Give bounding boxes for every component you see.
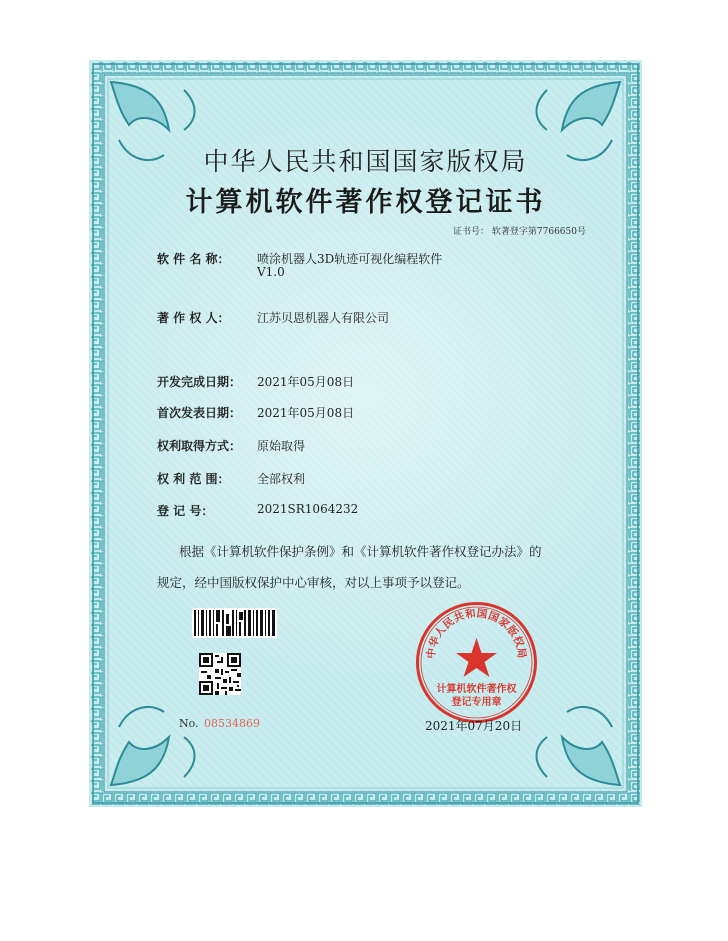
star-icon	[456, 638, 497, 677]
acquisition-method-value: 原始取得	[257, 439, 306, 453]
rights-scope-label: 权 利 范 围：	[157, 472, 230, 486]
serial-number-value: 08534869	[204, 717, 260, 730]
registration-number-value: 2021SR1064232	[257, 502, 359, 516]
certificate-title: 计算机软件著作权登记证书	[185, 187, 546, 218]
completion-date-value: 2021年05月08日	[257, 375, 355, 389]
seal-line-2: 登记专用章	[451, 697, 502, 708]
publish-date-value: 2021年05月08日	[257, 406, 355, 420]
certificate	[89, 60, 642, 807]
software-version-value: V1.0	[257, 265, 285, 279]
seal-arc-text: 中华人民共和国国家版权局	[426, 608, 527, 660]
rights-scope-value: 全部权利	[257, 472, 306, 486]
certificate-number-value: 软著登字第7766650号	[491, 227, 586, 237]
qr-code-icon	[199, 653, 241, 695]
legal-basis-text-continued: 规定，经中国版权保护中心审核，对以上事项予以登记。	[157, 575, 470, 590]
copyright-owner-label: 著 作 权 人：	[157, 311, 230, 325]
certificate-number	[453, 224, 586, 237]
issuer-title: 中华人民共和国国家版权局	[203, 147, 528, 176]
software-name-label: 软 件 名 称：	[157, 252, 230, 266]
official-seal	[414, 600, 539, 725]
legal-basis-text: 根据《计算机软件保护条例》和《计算机软件著作权登记办法》的	[179, 544, 542, 559]
barcode-icon	[192, 608, 277, 638]
serial-number-label: No.	[179, 717, 199, 730]
software-name-value: 喷涂机器人3D轨迹可视化编程软件	[257, 252, 443, 266]
completion-date-label: 开发完成日期：	[157, 375, 242, 389]
seal-line-1: 计算机软件著作权	[436, 684, 517, 695]
acquisition-method-label: 权利取得方式：	[157, 439, 242, 453]
issue-date: 2021年07月20日	[425, 719, 523, 733]
certificate-number-label: 证书号：	[453, 227, 490, 237]
registration-number-label: 登 记 号：	[157, 504, 214, 518]
publish-date-label: 首次发表日期：	[157, 406, 242, 420]
copyright-owner-value: 江苏贝恩机器人有限公司	[257, 311, 390, 325]
